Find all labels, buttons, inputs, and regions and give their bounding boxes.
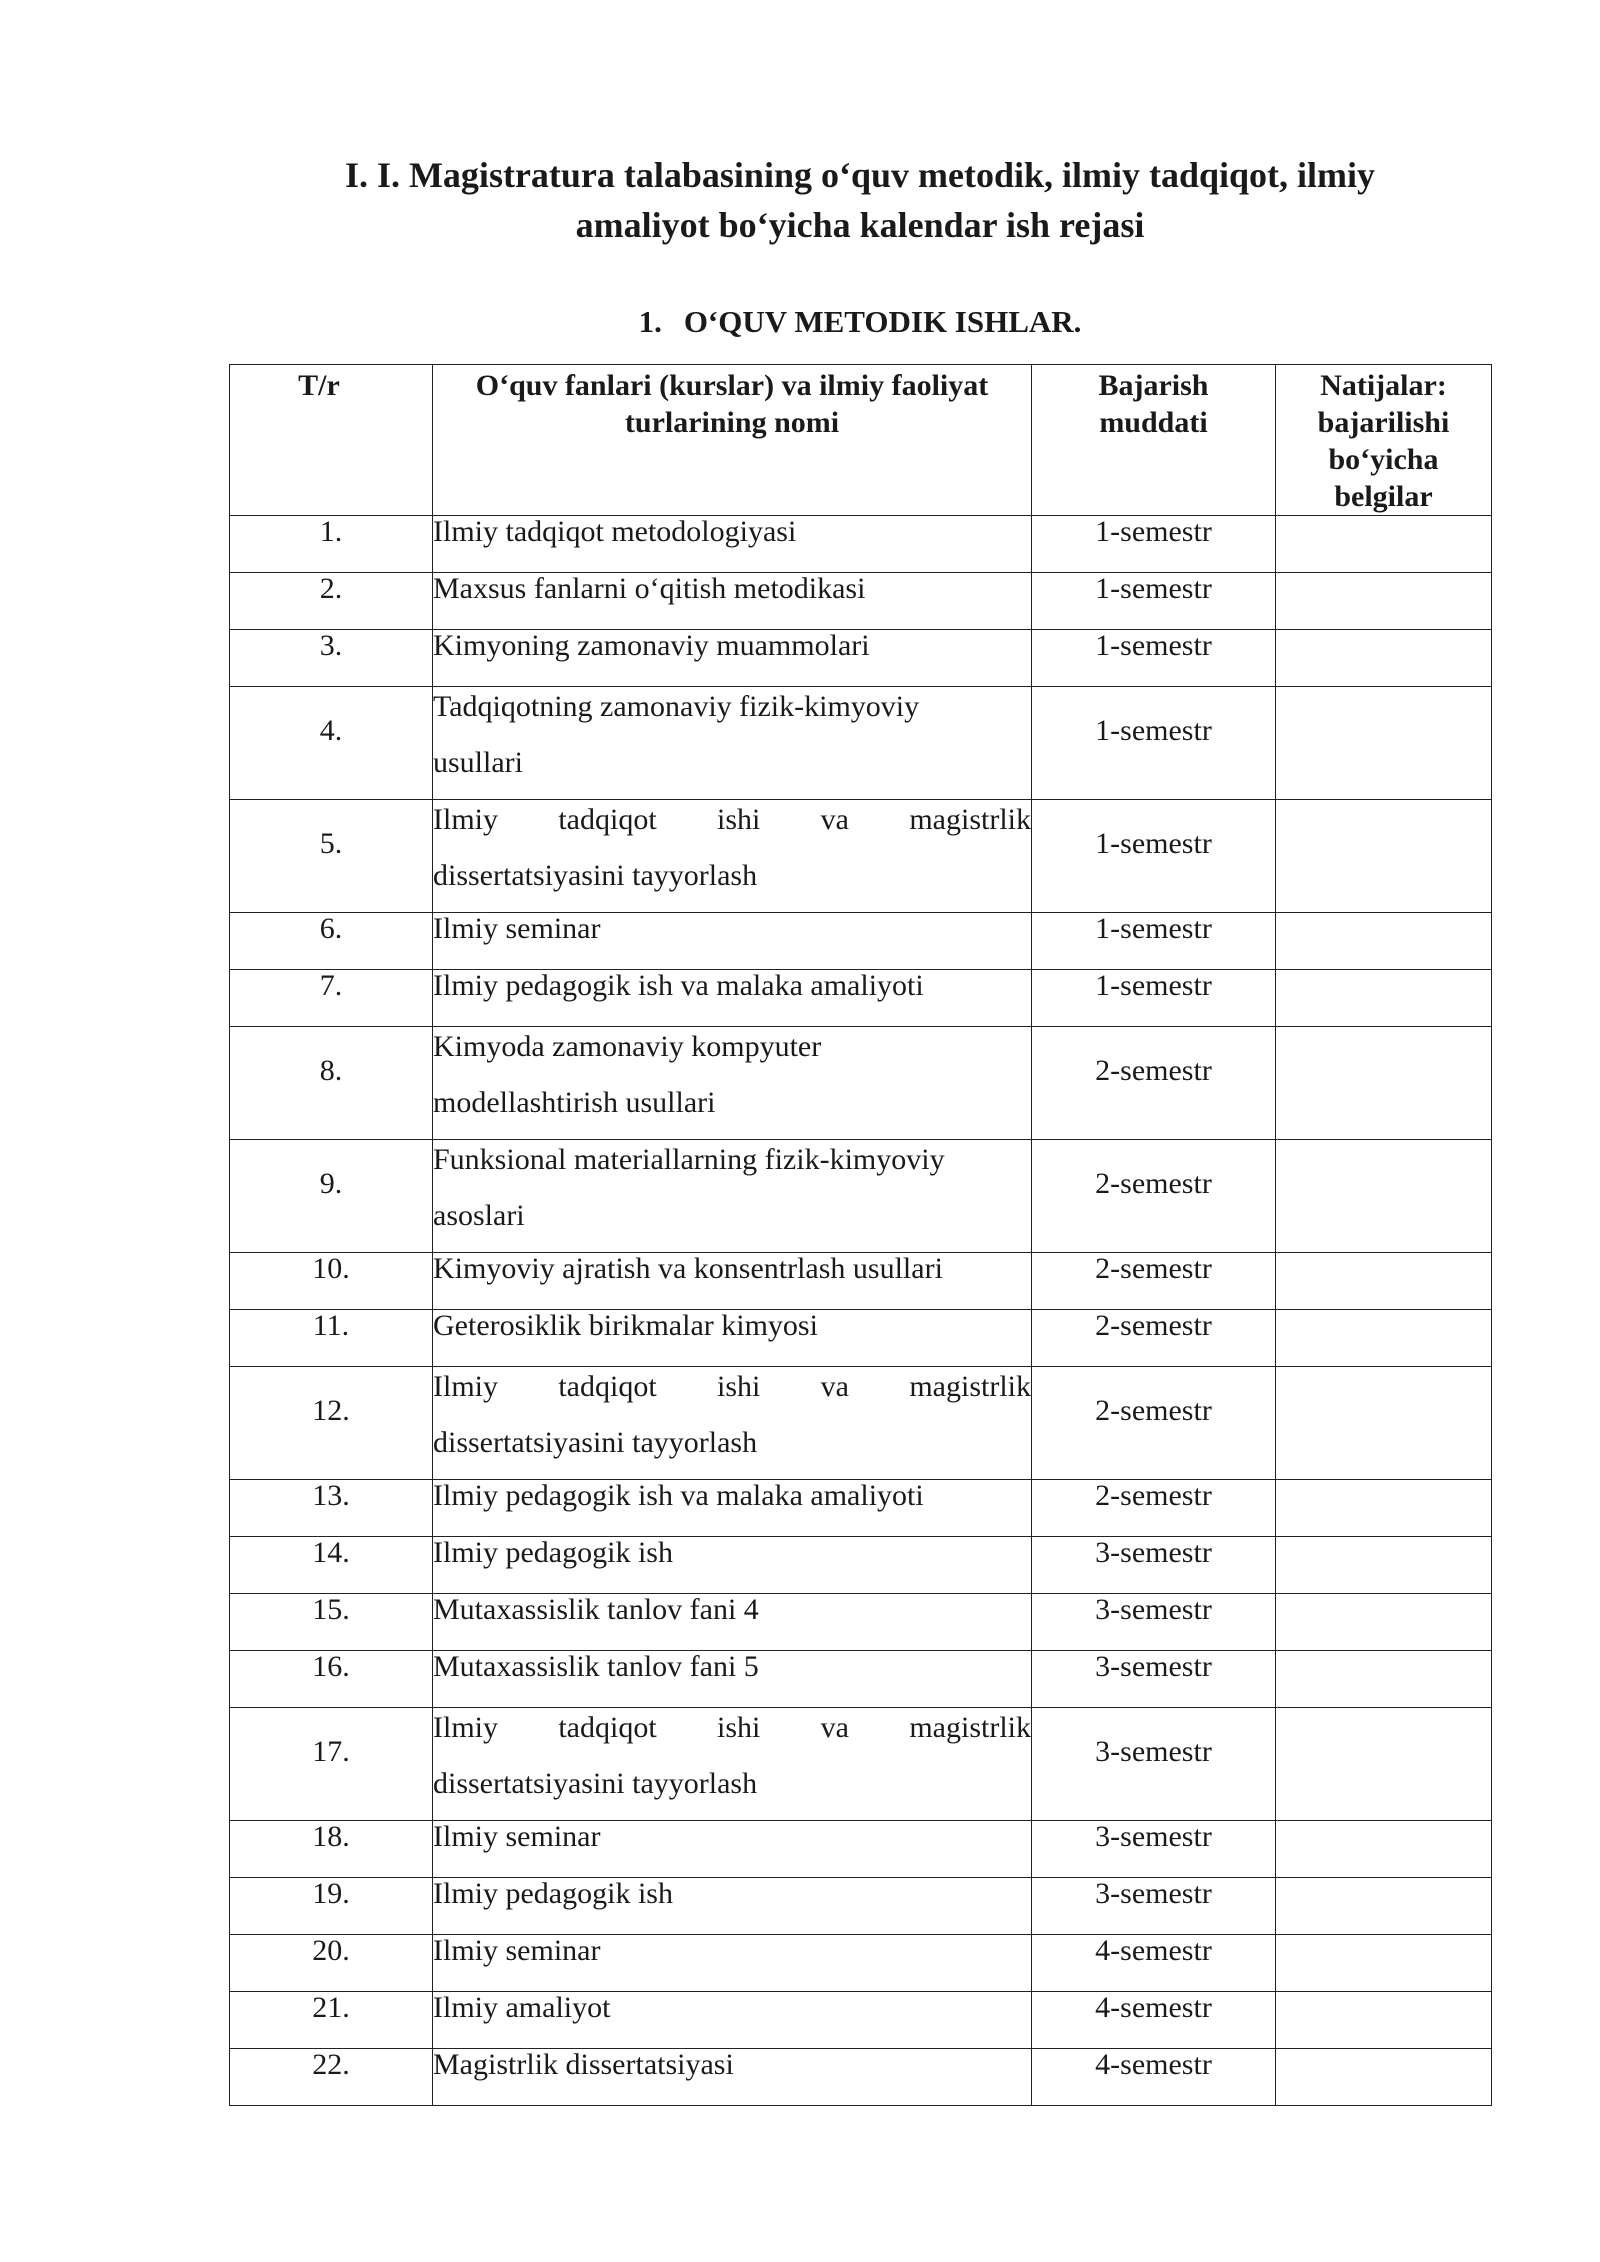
row-course-name-line-1: Mutaxassislik tanlov fani 4 (433, 1593, 759, 1626)
row-deadline (1032, 1935, 1276, 1992)
row-course-name-text (433, 1298, 1031, 1354)
row-result (1276, 1594, 1492, 1651)
header-deadline-line-2: muddati (1099, 406, 1208, 439)
header-results (1276, 365, 1492, 516)
row-course-name-text (433, 1582, 1031, 1638)
row-number-text: 20. (312, 1934, 350, 1967)
row-course-name (433, 1140, 1032, 1253)
row-course-name-text (433, 1866, 1031, 1922)
row-course-name-line-1: Ilmiy pedagogik ish (433, 1536, 673, 1569)
row-deadline-text: 2-semestr (1095, 1054, 1212, 1087)
header-results-line-1: Natijalar: (1320, 369, 1447, 402)
row-number (230, 1140, 433, 1253)
row-deadline (1032, 1651, 1276, 1708)
row-result (1276, 687, 1492, 800)
row-course-name-text (433, 1019, 1031, 1131)
row-result (1276, 1310, 1492, 1367)
row-number-text: 22. (312, 2048, 350, 2081)
row-deadline (1032, 1253, 1276, 1310)
row-number (230, 1367, 433, 1480)
row-course-name-line-2: asoslari (433, 1199, 525, 1232)
row-course-name-line-1: Magistrlik dissertatsiyasi (433, 2048, 734, 2081)
row-deadline (1032, 1708, 1276, 1821)
row-course-name-line-1: Ilmiy pedagogik ish va malaka amaliyoti (433, 1479, 924, 1512)
row-course-name (433, 1027, 1032, 1140)
row-deadline-text: 2-semestr (1095, 1309, 1212, 1342)
row-course-name-line-2: dissertatsiyasini tayyorlash (433, 1426, 758, 1459)
row-course-name (433, 800, 1032, 913)
header-course-name-line-2: turlarining nomi (624, 406, 840, 439)
row-course-name-line-1: Ilmiy tadqiqot ishi va magistrlik (433, 1711, 1031, 1744)
row-deadline (1032, 800, 1276, 913)
row-deadline (1032, 687, 1276, 800)
row-number-text: 8. (319, 1054, 343, 1087)
row-course-name-line-1: Maxsus fanlarni o‘qitish metodikasi (433, 572, 866, 605)
row-number (230, 573, 433, 630)
row-number (230, 1594, 433, 1651)
row-number-text: 21. (312, 1991, 350, 2024)
row-course-name (433, 687, 1032, 800)
table-row (230, 687, 1492, 800)
header-number-label: T/r (298, 369, 340, 402)
row-number-text: 6. (319, 912, 343, 945)
row-number-text: 3. (319, 629, 343, 662)
row-course-name-line-1: Ilmiy seminar (433, 912, 601, 945)
row-number-text: 4. (319, 714, 343, 747)
row-result (1276, 1480, 1492, 1537)
section-title: O‘QUV METODIK ISHLAR. (683, 304, 1082, 339)
row-result (1276, 2049, 1492, 2106)
row-course-name-line-2: dissertatsiyasini tayyorlash (433, 1767, 758, 1800)
row-course-name-line-1: Ilmiy seminar (433, 1820, 601, 1853)
row-number (230, 1480, 433, 1537)
row-deadline-text: 1-semestr (1095, 629, 1212, 662)
row-deadline (1032, 1140, 1276, 1253)
table-row (230, 1140, 1492, 1253)
row-result (1276, 573, 1492, 630)
table-row (230, 2049, 1492, 2106)
row-deadline-text: 1-semestr (1095, 969, 1212, 1002)
row-deadline-text: 2-semestr (1095, 1252, 1212, 1285)
table-body (230, 516, 1492, 2106)
row-number-text: 16. (312, 1650, 350, 1683)
row-course-name (433, 2049, 1032, 2106)
row-result (1276, 1537, 1492, 1594)
row-course-name-text (433, 901, 1031, 957)
table-row (230, 970, 1492, 1027)
row-number (230, 800, 433, 913)
table-header-row (230, 365, 1492, 516)
row-course-name-text (433, 618, 1031, 674)
row-number (230, 970, 433, 1027)
row-number-text: 12. (312, 1394, 350, 1427)
row-deadline (1032, 1594, 1276, 1651)
row-number-text: 11. (312, 1309, 350, 1342)
row-course-name-text (433, 679, 1031, 791)
row-deadline-text: 3-semestr (1095, 1877, 1212, 1910)
row-number (230, 630, 433, 687)
row-course-name-text (433, 561, 1031, 617)
row-course-name-line-1: Mutaxassislik tanlov fani 5 (433, 1650, 759, 1683)
row-course-name-text (433, 958, 1031, 1014)
row-course-name-line-1: Ilmiy amaliyot (433, 1991, 611, 2024)
row-number (230, 516, 433, 573)
table-row (230, 1310, 1492, 1367)
row-deadline (1032, 1992, 1276, 2049)
row-number-text: 10. (312, 1252, 350, 1285)
row-course-name-line-1: Geterosiklik birikmalar kimyosi (433, 1309, 818, 1342)
row-deadline-text: 4-semestr (1095, 2048, 1212, 2081)
document-title (200, 150, 1520, 250)
header-results-line-3: bo‘yicha (1328, 443, 1439, 476)
header-course-name-line-1: O‘quv fanlari (kurslar) va ilmiy faoliyat (475, 369, 989, 402)
row-number-text: 9. (319, 1167, 343, 1200)
section-heading (0, 302, 1600, 342)
work-plan-table (229, 364, 1492, 2106)
row-deadline (1032, 1878, 1276, 1935)
row-deadline-text: 1-semestr (1095, 827, 1212, 860)
row-deadline (1032, 1367, 1276, 1480)
row-course-name-line-1: Tadqiqotning zamonaviy fizik-kimyoviy (433, 690, 920, 723)
row-number-text: 1. (319, 515, 343, 548)
row-course-name-line-2: usullari (433, 746, 523, 779)
row-result (1276, 1253, 1492, 1310)
row-number-text: 15. (312, 1593, 350, 1626)
header-deadline-line-1: Bajarish (1098, 369, 1209, 402)
row-result (1276, 913, 1492, 970)
row-course-name-text (433, 1241, 1031, 1297)
row-number-text: 18. (312, 1820, 350, 1853)
row-course-name-text (433, 1525, 1031, 1581)
row-course-name-text (433, 1468, 1031, 1524)
row-course-name-line-1: Kimyoviy ajratish va konsentrlash usullari (433, 1252, 943, 1285)
row-number (230, 1027, 433, 1140)
header-results-line-4: belgilar (1334, 480, 1433, 513)
row-deadline (1032, 913, 1276, 970)
row-course-name-line-1: Kimyoda zamonaviy kompyuter (433, 1030, 822, 1063)
row-course-name-text (433, 1809, 1031, 1865)
row-deadline-text: 3-semestr (1095, 1820, 1212, 1853)
row-result (1276, 1367, 1492, 1480)
row-number (230, 2049, 433, 2106)
row-result (1276, 1708, 1492, 1821)
row-number (230, 913, 433, 970)
row-deadline (1032, 1310, 1276, 1367)
row-number (230, 1821, 433, 1878)
row-deadline-text: 1-semestr (1095, 515, 1212, 548)
section-number: 1. (638, 304, 662, 339)
table-row (230, 1367, 1492, 1480)
row-course-name (433, 630, 1032, 687)
row-course-name-text (433, 1132, 1031, 1244)
row-course-name-text (433, 2037, 1031, 2093)
row-course-name-text (433, 1639, 1031, 1695)
row-result (1276, 1935, 1492, 1992)
row-deadline-text: 4-semestr (1095, 1991, 1212, 2024)
row-course-name-text (433, 1923, 1031, 1979)
header-results-line-2: bajarilishi (1317, 406, 1450, 439)
row-course-name-line-1: Ilmiy seminar (433, 1934, 601, 1967)
row-number-text: 2. (319, 572, 343, 605)
row-number-text: 14. (312, 1536, 350, 1569)
row-result (1276, 1878, 1492, 1935)
title-line-1: I. I. Magistratura talabasining o‘quv metodik, ilmiy tadqiqot, ilmiy (344, 155, 1376, 195)
row-number (230, 1651, 433, 1708)
table-row (230, 800, 1492, 913)
row-number (230, 1992, 433, 2049)
row-result (1276, 1651, 1492, 1708)
row-deadline-text: 1-semestr (1095, 714, 1212, 747)
row-course-name-text (433, 792, 1031, 904)
row-deadline (1032, 1027, 1276, 1140)
row-number (230, 687, 433, 800)
title-line-2: amaliyot bo‘yicha kalendar ish rejasi (575, 205, 1145, 245)
row-course-name (433, 970, 1032, 1027)
row-course-name-line-1: Funksional materiallarning fizik-kimyoviy (433, 1143, 945, 1176)
row-number (230, 1708, 433, 1821)
row-deadline-text: 2-semestr (1095, 1479, 1212, 1512)
row-course-name-line-1: Ilmiy pedagogik ish va malaka amaliyoti (433, 969, 924, 1002)
row-deadline (1032, 1821, 1276, 1878)
row-deadline (1032, 630, 1276, 687)
row-deadline (1032, 516, 1276, 573)
row-course-name-line-1: Ilmiy tadqiqot ishi va magistrlik (433, 1370, 1031, 1403)
row-number (230, 1310, 433, 1367)
table-row (230, 630, 1492, 687)
row-number-text: 19. (312, 1877, 350, 1910)
row-deadline (1032, 1537, 1276, 1594)
row-deadline-text: 1-semestr (1095, 912, 1212, 945)
table-row (230, 1027, 1492, 1140)
row-result (1276, 630, 1492, 687)
row-number-text: 5. (319, 827, 343, 860)
row-course-name (433, 1651, 1032, 1708)
row-result (1276, 1992, 1492, 2049)
row-deadline-text: 2-semestr (1095, 1167, 1212, 1200)
row-deadline-text: 3-semestr (1095, 1593, 1212, 1626)
row-number-text: 17. (312, 1735, 350, 1768)
row-number-text: 13. (312, 1479, 350, 1512)
row-course-name (433, 1367, 1032, 1480)
header-deadline (1032, 365, 1276, 516)
row-number (230, 1253, 433, 1310)
row-course-name (433, 1708, 1032, 1821)
row-course-name-line-1: Ilmiy tadqiqot ishi va magistrlik (433, 803, 1031, 836)
row-result (1276, 1140, 1492, 1253)
row-result (1276, 970, 1492, 1027)
row-course-name-text (433, 1359, 1031, 1471)
row-course-name-line-2: modellashtirish usullari (433, 1086, 716, 1119)
row-number (230, 1935, 433, 1992)
row-result (1276, 1821, 1492, 1878)
row-deadline (1032, 970, 1276, 1027)
row-deadline-text: 1-semestr (1095, 572, 1212, 605)
row-deadline (1032, 1480, 1276, 1537)
row-result (1276, 516, 1492, 573)
row-course-name-line-1: Ilmiy pedagogik ish (433, 1877, 673, 1910)
row-number (230, 1878, 433, 1935)
header-number (230, 365, 433, 516)
row-deadline (1032, 2049, 1276, 2106)
row-deadline-text: 3-semestr (1095, 1650, 1212, 1683)
row-course-name-text (433, 504, 1031, 560)
row-course-name-text (433, 1980, 1031, 2036)
row-deadline-text: 3-semestr (1095, 1536, 1212, 1569)
row-course-name-line-1: Kimyoning zamonaviy muammolari (433, 629, 870, 662)
row-number-text: 7. (319, 969, 343, 1002)
table-row (230, 1651, 1492, 1708)
row-deadline-text: 2-semestr (1095, 1394, 1212, 1427)
row-deadline (1032, 573, 1276, 630)
table-row (230, 1708, 1492, 1821)
row-deadline-text: 4-semestr (1095, 1934, 1212, 1967)
row-course-name-line-2: dissertatsiyasini tayyorlash (433, 859, 758, 892)
row-result (1276, 800, 1492, 913)
row-deadline-text: 3-semestr (1095, 1735, 1212, 1768)
row-course-name-line-1: Ilmiy tadqiqot metodologiyasi (433, 515, 797, 548)
row-number (230, 1537, 433, 1594)
row-course-name (433, 1310, 1032, 1367)
row-course-name-text (433, 1700, 1031, 1812)
row-result (1276, 1027, 1492, 1140)
header-course-name (433, 365, 1032, 516)
